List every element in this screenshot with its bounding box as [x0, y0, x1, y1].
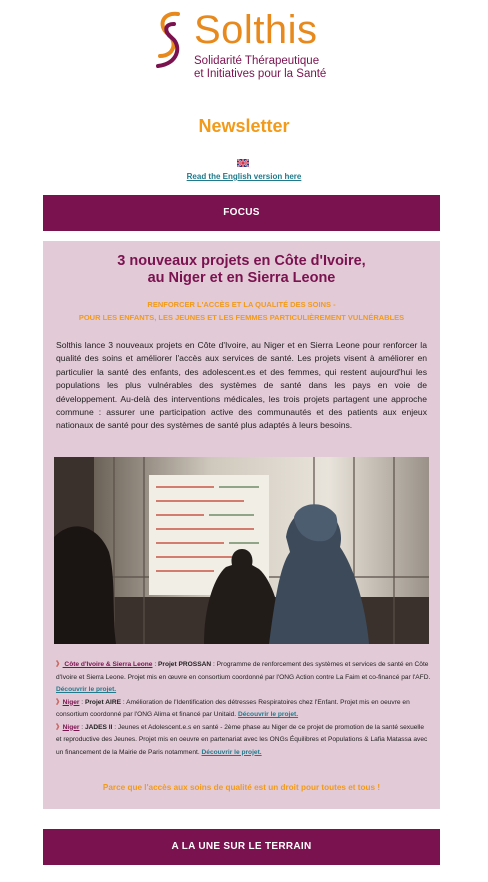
- project-country: Niger: [62, 698, 80, 706]
- workshop-photo: [54, 457, 429, 644]
- uk-flag-icon[interactable]: [237, 159, 249, 167]
- logo-tagline-line1: Solidarité Thérapeutique: [194, 55, 320, 67]
- article-title-line1: 3 nouveaux projets en Côte d'Ivoire,: [117, 253, 366, 269]
- project-description: : Programme de renforcement des systèmes et services de santé en Côte d'Ivoire et Sierra Leone. Projet mis en œuvre en consortium coordonné par l'ONG Action contre La Faim et co-financé par l'AFD.: [56, 661, 431, 681]
- project-separator: :: [152, 661, 158, 668]
- logo-tagline: [194, 55, 326, 81]
- workshop-photo-illustration: [54, 457, 429, 644]
- project-description: : Amélioration de l'Identification des détresses Respiratoires chez l'Enfant. Projet mis en oeuvre en consortium coordonné par l'ONG Alima et financé par Unitaid.: [56, 698, 410, 718]
- projects-list: [56, 659, 431, 759]
- project-name: JADES II: [84, 723, 113, 731]
- article-subheading-line1: RENFORCER L'ACCÈS ET LA QUALITÉ DES SOINS -: [147, 300, 336, 309]
- article-intro: Solthis lance 3 nouveaux projets en Côte d'Ivoire, au Niger et en Sierra Leone pour renforcer la qualité des soins et améliorer l'accès aux services de santé. Les projets visent à améliorer en particulier la santé des enfants, des adolescent.es et des femmes, qui restent aujourd'hui les populations les plus vulnérables des systèmes de santé dans les pays en voie de développement. Au-delà des interventions médicales, les trois projets partagent une approche commune : assurer une participation active des communautés et des patients aux enjeux nationaux de santé pour des systèmes de santé plus adaptés à leurs besoins.: [56, 340, 427, 431]
- project-country: Côte d'Ivoire & Sierra Leone: [62, 661, 153, 668]
- bullet-icon: 》: [56, 698, 63, 706]
- article-subheading-line2: POUR LES ENFANTS, LES JEUNES ET LES FEMMES PARTICULIÈREMENT VULNÉRABLES: [78, 313, 405, 322]
- bullet-icon: 》: [56, 661, 63, 668]
- project-item-aire: [56, 697, 431, 722]
- project-name: Projet AIRE: [84, 698, 121, 706]
- english-version-link[interactable]: Read the English version here: [186, 172, 302, 181]
- article-panel: [43, 241, 440, 809]
- focus-section-bar: FOCUS: [43, 195, 440, 231]
- project-item-jades: [56, 722, 431, 760]
- project-description: : Jeunes et Adolescent.e.s en santé - 2ème phase au Niger de ce projet de promotion de la santé sexuelle et reproductive des Jeunes. Projet mis en oeuvre en partenariat avec les ONGs Équilibres et Populations & Lafia Matassa avec un financement de la Mairie de Paris notamment.: [56, 723, 428, 756]
- discover-project-link[interactable]: Découvrir le projet.: [201, 748, 262, 756]
- solthis-s-icon: [148, 10, 190, 70]
- newsletter-title: Newsletter: [198, 116, 290, 136]
- project-country: Niger: [62, 723, 80, 731]
- article-title: [43, 253, 440, 287]
- project-separator: :: [79, 698, 85, 706]
- logo-tagline-line2: et Initiatives pour la Santé: [194, 68, 327, 80]
- project-name: Projet PROSSAN: [157, 661, 212, 668]
- article-subheading: [43, 298, 440, 324]
- logo-wordmark: Solthis: [194, 8, 318, 52]
- une-terrain-section-bar: A LA UNE SUR LE TERRAIN: [43, 829, 440, 865]
- article-title-line2: au Niger et en Sierra Leone: [147, 270, 336, 286]
- solthis-logo[interactable]: [148, 8, 348, 83]
- discover-project-link[interactable]: Découvrir le projet.: [237, 711, 299, 718]
- bullet-icon: 》: [56, 723, 63, 731]
- discover-project-link[interactable]: Découvrir le projet.: [56, 686, 117, 693]
- closing-tagline: Parce que l'accès aux soins de qualité est un droit pour toutes et tous !: [102, 783, 381, 792]
- project-item-prossan: [56, 659, 431, 697]
- project-separator: :: [79, 723, 85, 731]
